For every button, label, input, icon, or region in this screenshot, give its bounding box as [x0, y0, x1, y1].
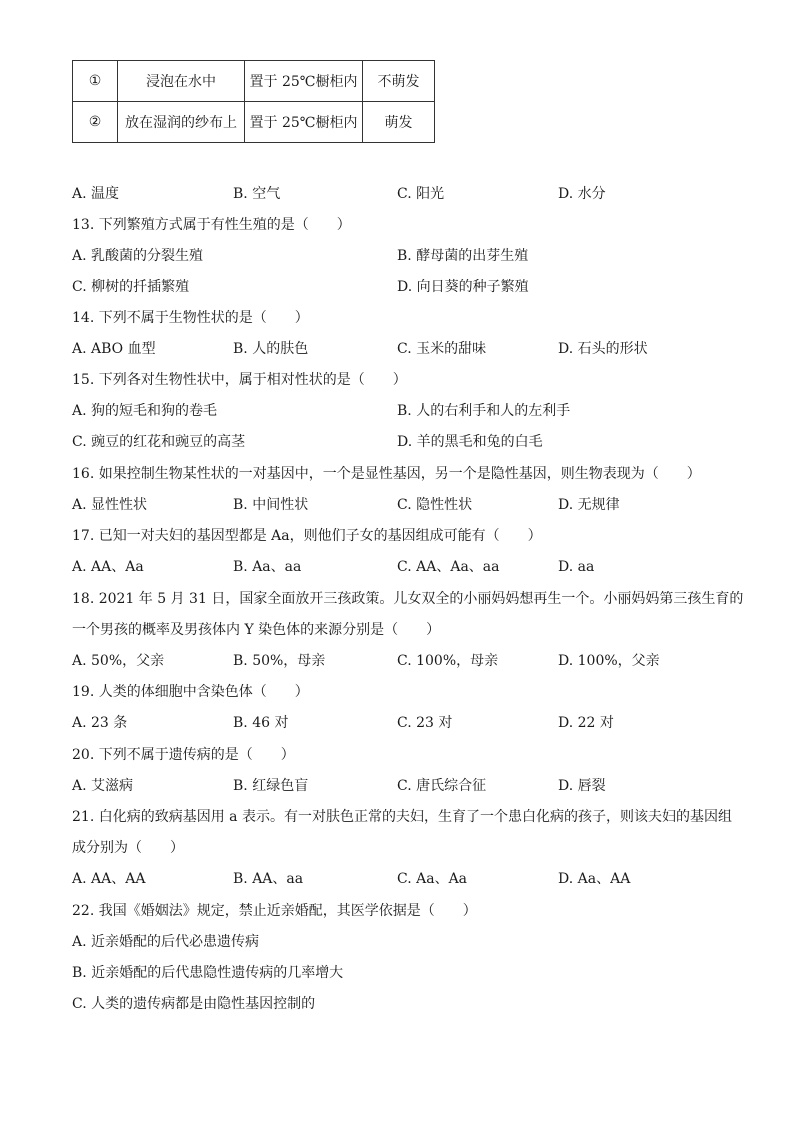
option-c: C. 人类的遗传病都是由隐性基因控制的	[72, 996, 316, 1012]
table-row	[73, 61, 435, 102]
option-b: B. 空气	[233, 186, 281, 202]
option-d: D. 羊的黑毛和兔的白毛	[397, 434, 543, 450]
q20-options	[0, 776, 794, 796]
option-d: D. 100%，父亲	[558, 653, 660, 669]
q13-stem: 13. 下列繁殖方式属于有性生殖的是（ ）	[72, 217, 351, 233]
option-a: A. AA、AA	[72, 871, 146, 887]
q18-options	[0, 651, 794, 671]
q22-stem: 22. 我国《婚姻法》规定，禁止近亲婚配，其医学依据是（ ）	[72, 903, 477, 919]
option-c: C. 隐性性状	[397, 497, 473, 513]
q19-options	[0, 713, 794, 733]
option-c: C. 柳树的扦插繁殖	[72, 279, 190, 295]
option-a: A. ABO 血型	[72, 341, 156, 357]
option-d: D. 22 对	[558, 715, 614, 731]
option-c: C. 阳光	[397, 186, 445, 202]
option-d: D. 向日葵的种子繁殖	[397, 279, 529, 295]
q18-stem-line1: 18. 2021 年 5 月 31 日，国家全面放开三孩政策。儿女双全的小丽妈妈想再生一个。小丽妈妈第三孩生育的	[72, 591, 744, 607]
q12-options	[0, 184, 794, 204]
q16-options	[0, 495, 794, 515]
option-b: B. 50%，母亲	[233, 653, 326, 669]
table-cell-result: 不萌发	[363, 61, 435, 102]
q15-stem: 15. 下列各对生物性状中，属于相对性状的是（ ）	[72, 372, 407, 388]
table-cell-result: 萌发	[363, 102, 435, 143]
option-b: B. 红绿色盲	[233, 778, 309, 794]
option-a: A. 狗的短毛和狗的卷毛	[72, 403, 218, 419]
table-cell-number: ②	[73, 102, 118, 143]
q13-options-row2	[0, 277, 794, 297]
option-b: B. 人的肤色	[233, 341, 309, 357]
q15-options-row2	[0, 432, 794, 452]
table-cell-place: 置于 25℃橱柜内	[245, 61, 363, 102]
option-b: B. AA、aa	[233, 871, 304, 887]
q14-stem: 14. 下列不属于生物性状的是（ ）	[72, 310, 309, 326]
q15-options-row1	[0, 401, 794, 421]
q21-options	[0, 869, 794, 889]
q18-stem-line2: 一个男孩的概率及男孩体内 Y 染色体的来源分别是（ ）	[72, 622, 441, 638]
q14-options	[0, 339, 794, 359]
option-a: A. 50%，父亲	[72, 653, 165, 669]
q20-stem: 20. 下列不属于遗传病的是（ ）	[72, 747, 295, 763]
option-a: A. 温度	[72, 186, 120, 202]
option-c: C. 豌豆的红花和豌豆的高茎	[72, 434, 246, 450]
option-d: D. 无规律	[558, 497, 620, 513]
option-a: A. 乳酸菌的分裂生殖	[72, 248, 204, 264]
option-d: D. 唇裂	[558, 778, 606, 794]
option-a: A. 艾滋病	[72, 778, 134, 794]
option-b: B. Aa、aa	[233, 559, 302, 575]
option-d: D. Aa、AA	[558, 871, 631, 887]
option-b: B. 近亲婚配的后代患隐性遗传病的几率增大	[72, 965, 344, 981]
q21-stem-line2: 成分别为（ ）	[72, 840, 184, 856]
q17-options	[0, 557, 794, 577]
option-d: D. aa	[558, 559, 595, 575]
option-a: A. 近亲婚配的后代必患遗传病	[72, 934, 260, 950]
option-b: B. 人的右利手和人的左利手	[397, 403, 571, 419]
table-row	[73, 102, 435, 143]
option-a: A. 显性性状	[72, 497, 148, 513]
option-c: C. 100%，母亲	[397, 653, 499, 669]
q13-options-row1	[0, 246, 794, 266]
experiment-table	[72, 60, 435, 143]
option-d: D. 石头的形状	[558, 341, 648, 357]
table-cell-condition: 浸泡在水中	[118, 61, 245, 102]
q16-stem: 16. 如果控制生物某性状的一对基因中，一个是显性基因，另一个是隐性基因，则生物表现为（ ）	[72, 466, 701, 482]
option-d: D. 水分	[558, 186, 606, 202]
option-c: C. 玉米的甜味	[397, 341, 487, 357]
table-cell-place: 置于 25℃橱柜内	[245, 102, 363, 143]
q21-stem-line1: 21. 白化病的致病基因用 a 表示。有一对肤色正常的夫妇，生育了一个患白化病的孩子，则该夫妇的基因组	[72, 809, 732, 825]
option-c: C. 唐氏综合征	[397, 778, 487, 794]
q19-stem: 19. 人类的体细胞中含染色体（ ）	[72, 684, 309, 700]
q17-stem: 17. 已知一对夫妇的基因型都是 Aa，则他们子女的基因组成可能有（ ）	[72, 528, 542, 544]
option-a: A. AA、Aa	[72, 559, 144, 575]
option-c: C. Aa、Aa	[397, 871, 468, 887]
option-b: B. 中间性状	[233, 497, 309, 513]
option-c: C. AA、Aa、aa	[397, 559, 500, 575]
table-cell-condition: 放在湿润的纱布上	[118, 102, 245, 143]
option-b: B. 酵母菌的出芽生殖	[397, 248, 529, 264]
option-b: B. 46 对	[233, 715, 289, 731]
option-c: C. 23 对	[397, 715, 453, 731]
option-a: A. 23 条	[72, 715, 128, 731]
table-cell-number: ①	[73, 61, 118, 102]
